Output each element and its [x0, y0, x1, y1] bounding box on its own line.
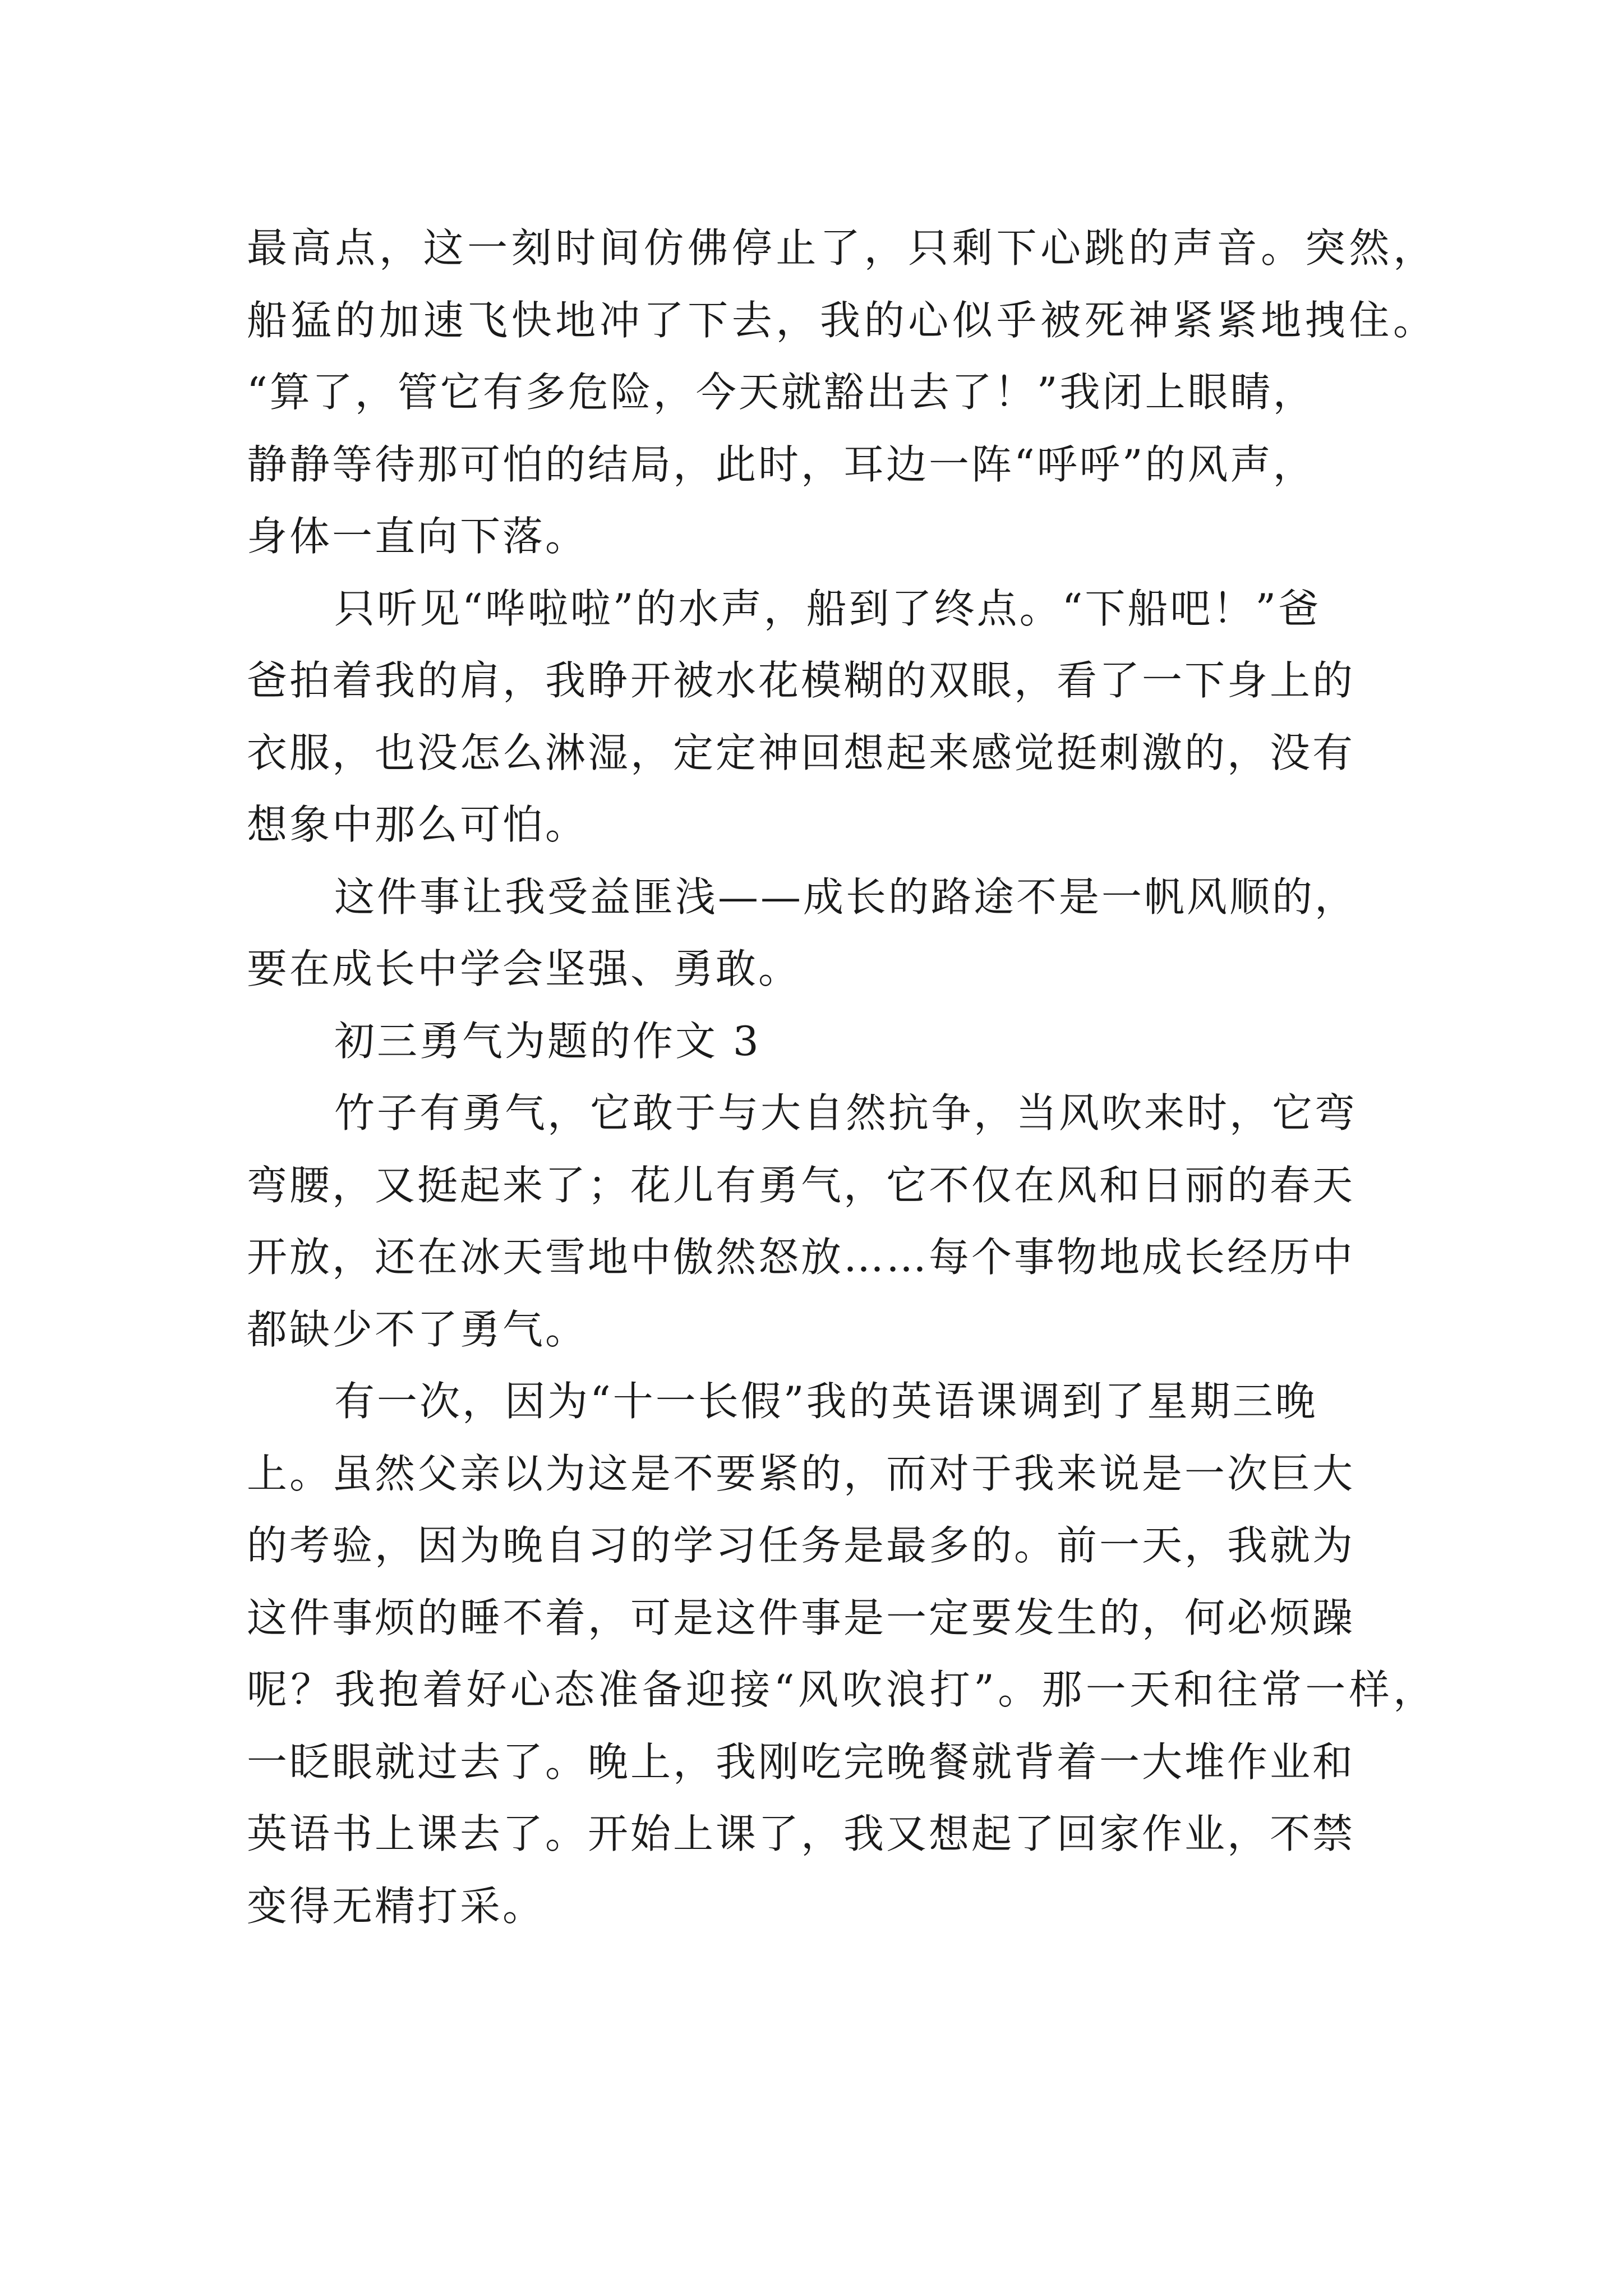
text-line: 呢？我抱着好心态准备迎接“风吹浪打”。那一天和往常一样， — [247, 1666, 1436, 1713]
paragraph-first-line: 只听见“哗啦啦”的水声，船到了终点。“下船吧！”爸 — [334, 585, 1321, 632]
text-line: 要在成长中学会坚强、勇敢。 — [247, 945, 801, 992]
text-line: 一眨眼就过去了。晚上，我刚吃完晚餐就背着一大堆作业和 — [247, 1738, 1355, 1786]
text-line: 弯腰，又挺起来了；花儿有勇气，它不仅在风和日丽的春天 — [247, 1161, 1355, 1209]
paragraph-first-line: 这件事让我受益匪浅——成长的路途不是一帆风顺的， — [334, 873, 1358, 921]
paragraph-first-line: 竹子有勇气，它敢于与大自然抗争，当风吹来时，它弯 — [334, 1089, 1358, 1137]
text-line: 船猛的加速飞快地冲了下去，我的心似乎被死神紧紧地拽住。 — [247, 296, 1436, 344]
document-body — [247, 212, 1436, 1942]
essay-title: 初三勇气为题的作文 3 — [334, 1017, 761, 1065]
text-line: 这件事烦的睡不着，可是这件事是一定要发生的，何必烦躁 — [247, 1594, 1355, 1641]
text-line: 身体一直向下落。 — [247, 513, 588, 560]
text-line: 都缺少不了勇气。 — [247, 1305, 588, 1353]
text-line: “算了，管它有多危险，今天就豁出去了！”我闭上眼睛， — [247, 369, 1316, 416]
text-line: 爸拍着我的肩，我睁开被水花模糊的双眼，看了一下身上的 — [247, 657, 1355, 704]
text-line: 想象中那么可怕。 — [247, 801, 588, 848]
text-line: 英语书上课去了。开始上课了，我又想起了回家作业，不禁 — [247, 1810, 1355, 1857]
text-line: 开放，还在冰天雪地中傲然怒放……每个事物地成长经历中 — [247, 1234, 1355, 1281]
text-line: 变得无精打采。 — [247, 1882, 546, 1930]
text-line: 上。虽然父亲以为这是不要紧的，而对于我来说是一次巨大 — [247, 1450, 1355, 1497]
text-line: 的考验，因为晚自习的学习任务是最多的。前一天，我就为 — [247, 1522, 1355, 1569]
text-line: 衣服，也没怎么淋湿，定定神回想起来感觉挺刺激的，没有 — [247, 729, 1355, 776]
text-line: 最高点，这一刻时间仿佛停止了，只剩下心跳的声音。突然， — [247, 224, 1436, 272]
paragraph-first-line: 有一次，因为“十一长假”我的英语课调到了星期三晚 — [334, 1378, 1318, 1425]
text-line: 静静等待那可怕的结局，此时，耳边一阵“呼呼”的风声， — [247, 440, 1316, 488]
